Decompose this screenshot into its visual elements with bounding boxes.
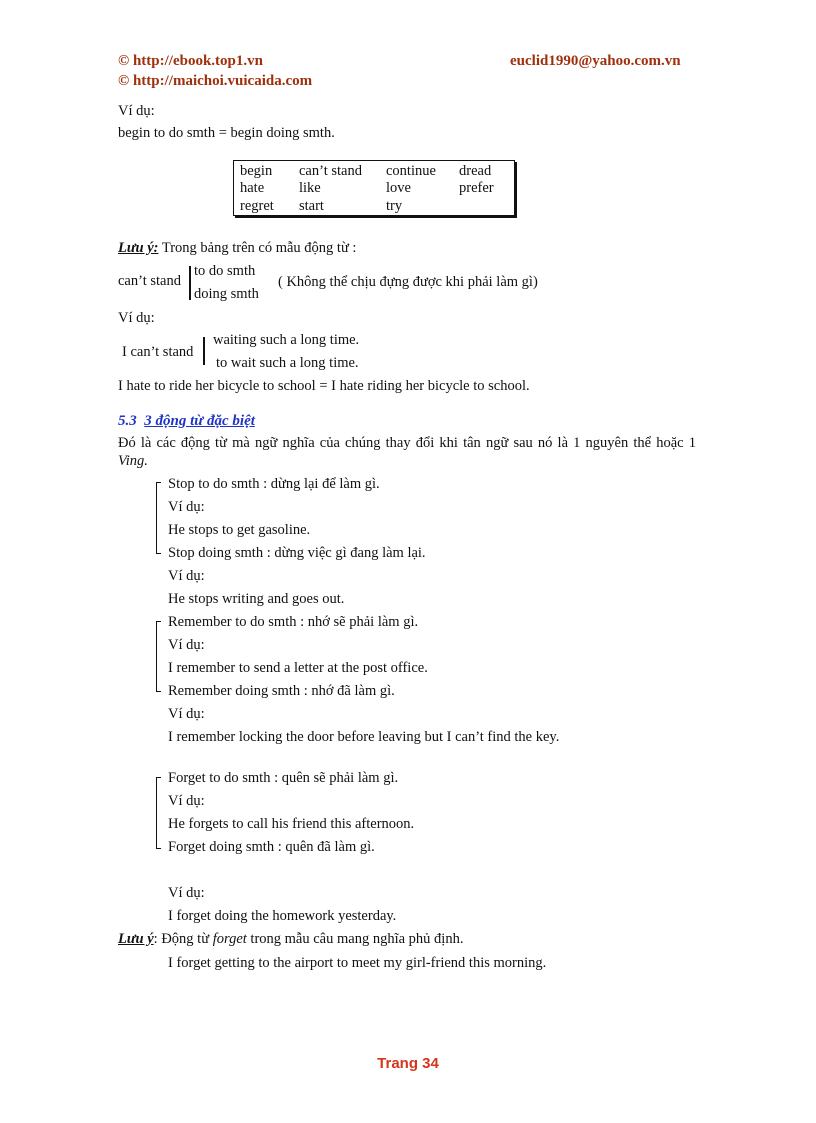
bracket-cap [156,621,161,622]
example-text: begin to do smth = begin doing smth. [118,125,335,141]
example-option-1: waiting such a long time. [213,332,360,348]
section-title: 3 động từ đặc biệt [144,413,255,429]
table-cell: love [386,180,411,197]
note-text: : Động từ [153,931,213,947]
example-label: Ví dụ: [168,885,205,901]
example-text: I hate to ride her bicycle to school = I hate riding her bicycle to school. [118,378,530,394]
bracket-cap [156,482,161,483]
example-label: Ví dụ: [168,793,205,809]
section-intro-ving: Ving. [118,453,148,469]
note-verb: forget [212,931,247,947]
note-paragraph [118,932,463,948]
table-cell: can’t stand [299,163,362,179]
page-number: Trang 34 [377,1055,439,1072]
stop-rule-2: Stop doing smth : dừng việc gì đang làm lại. [168,545,426,561]
note-paragraph [118,241,356,257]
cant-stand-meaning: ( Không thể chịu đựng được khi phải làm gì) [278,274,538,290]
brace-line [203,337,205,365]
cant-stand-verb: can’t stand [118,273,181,289]
table-cell: hate [240,180,265,197]
note-example: I forget getting to the airport to meet my girl-friend this morning. [168,955,547,971]
group-bracket [156,621,157,692]
table-cell: prefer [459,180,494,197]
stop-rule-1: Stop to do smth : dừng lại để làm gì. [168,476,380,492]
forget-rule-1: Forget to do smth : quên sẽ phải làm gì. [168,770,399,786]
example-label: Ví dụ: [118,310,155,326]
example-label: Ví dụ: [118,103,155,119]
note-label: Lưu ý: [118,240,159,256]
table-row [234,198,515,216]
stop-example-1: He stops to get gasoline. [168,522,311,538]
table-cell: try [386,197,403,214]
table-cell: like [299,180,321,197]
cant-stand-option-1: to do smth [194,263,256,279]
header-email[interactable]: euclid1990@yahoo.com.vn [510,53,681,69]
bracket-cap [156,691,161,692]
table-row [234,161,515,181]
example-subject: I can’t stand [122,344,194,360]
brace-line [189,266,191,300]
table-cell: regret [240,197,274,214]
remember-example-1: I remember to send a letter at the post office. [168,660,428,676]
table-row [234,180,515,197]
remember-rule-2: Remember doing smth : nhớ đã làm gì. [168,683,395,699]
forget-example-1: He forgets to call his friend this afternoon. [168,816,415,832]
note-label: Lưu ý [118,931,154,947]
example-label: Ví dụ: [168,706,205,722]
section-intro: Đó là các động từ mà ngữ nghĩa của chúng thay đổi khi tân ngữ sau nó là 1 nguyên thể hoặc 1 [118,435,696,451]
table-cell: begin [240,163,273,179]
bracket-cap [156,777,161,778]
stop-example-2: He stops writing and goes out. [168,591,345,607]
table-cell: dread [459,163,492,179]
table-cell: start [299,197,324,214]
header-link-ebook[interactable]: © http://ebook.top1.vn [118,53,263,69]
example-label: Ví dụ: [168,499,205,515]
bracket-cap [156,553,161,554]
note-text: Trong bảng trên có mẫu động từ : [158,240,357,256]
table-cell [453,198,515,216]
header-link-maichoi[interactable]: © http://maichoi.vuicaida.com [118,73,313,89]
section-number: 5.3 [118,413,137,429]
note-text: trong mẫu câu mang nghĩa phủ định. [246,931,464,947]
cant-stand-option-2: doing smth [194,286,259,302]
remember-example-2: I remember locking the door before leaving but I can’t find the key. [168,729,560,745]
bracket-cap [156,848,161,849]
example-label: Ví dụ: [168,637,205,653]
remember-rule-1: Remember to do smth : nhớ sẽ phải làm gì. [168,614,419,630]
example-label: Ví dụ: [168,568,205,584]
section-heading [118,413,255,430]
verb-table [233,160,515,216]
forget-example-2: I forget doing the homework yesterday. [168,908,397,924]
example-option-2: to wait such a long time. [216,355,359,371]
forget-rule-2: Forget doing smth : quên đã làm gì. [168,839,375,855]
group-bracket [156,777,157,849]
table-cell: continue [386,163,436,179]
group-bracket [156,482,157,554]
